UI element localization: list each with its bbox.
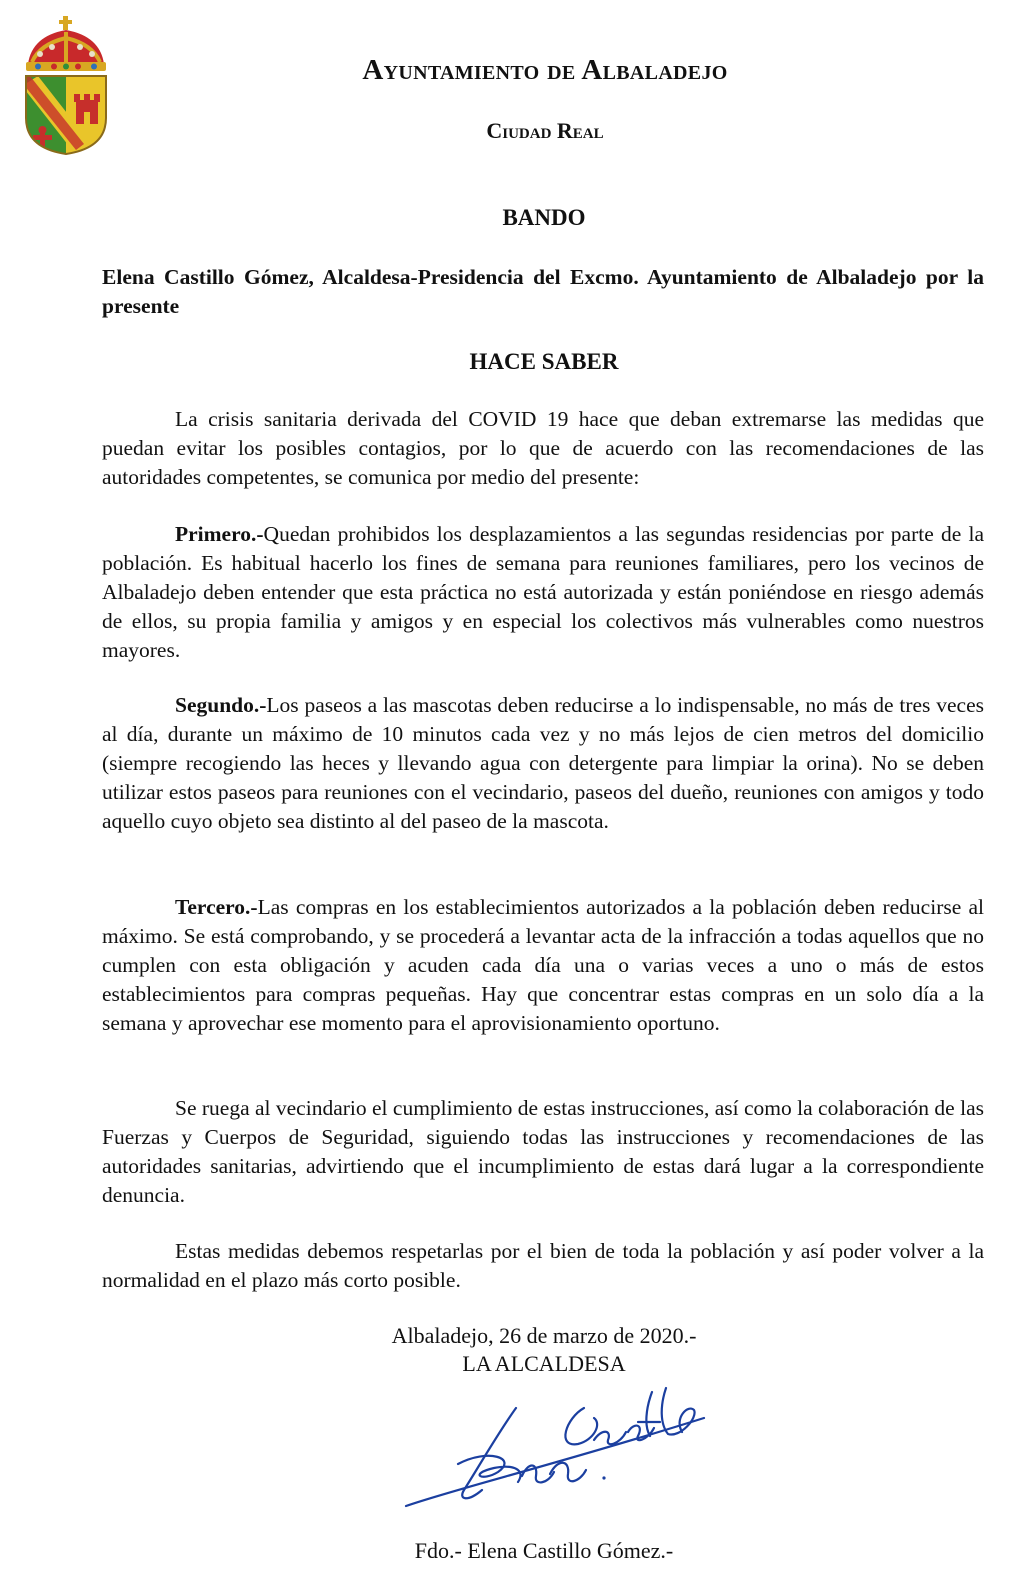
closing-paragraph-1: Se ruega al vecindario el cumplimiento de estas instrucciones, así como la colaboración de las Fuerzas y Cuerpos de Seguridad, siguiendo todas las instrucciones y recomendaciones de las autoridades sanitarias, advirtiendo que el incumplimiento de estas dará lugar a la correspondiente denuncia.	[102, 1096, 984, 1207]
point-third-label: Tercero.-	[175, 895, 258, 919]
place-and-date: Albaladejo, 26 de marzo de 2020.-	[391, 1323, 697, 1348]
point-second	[102, 691, 984, 836]
point-third	[102, 893, 984, 1038]
point-second-label: Segundo.-	[175, 693, 267, 717]
municipality-name: Ayuntamiento de Albaladejo	[362, 54, 728, 86]
issuer-statement: Elena Castillo Gómez, Alcaldesa-Presidencia del Excmo. Ayuntamiento de Albaladejo por la presente	[102, 265, 984, 318]
point-third-text: Las compras en los establecimientos autorizados a la población deben reducirse al máximo. Se está comprobando, y se procederá a levantar acta de la infracción a todas aquellos que no cumplen con esta obligación y acuden cada día una o varias veces a uno o más de estos establecimientos para compras pequeñas. Hay que concentrar estas compras en un solo día a la semana y aprovechar ese momento para el aprovisionamiento oportuno.	[102, 895, 984, 1035]
point-first	[102, 520, 984, 665]
point-second-text: Los paseos a las mascotas deben reducirse a lo indispensable, no más de tres veces al día, durante un máximo de 10 minutos cada vez y no más lejos de cien metros del domicilio (siempre recogiendo las heces y llevando agua con detergente para limpiar la orina). No se deben utilizar estos paseos para reuniones con el vecindario, paseos del dueño, reuniones con amigos y todo aquello cuyo objeto sea distinto al del paseo de la mascota.	[102, 693, 984, 833]
closing-paragraph-2: Estas medidas debemos respetarlas por el bien de toda la población y así poder volver a la normalidad en el plazo más corto posible.	[102, 1239, 984, 1292]
signed-by: Fdo.- Elena Castillo Gómez.-	[414, 1538, 674, 1563]
point-first-text: Quedan prohibidos los desplazamientos a las segundas residencias por parte de la población. Es habitual hacerlo los fines de semana para reuniones familiares, pero los vecinos de Albaladejo deben entender que esta práctica no está autorizada y están poniéndose en riesgo además de ellos, su propia familia y amigos y en especial los colectivos más vulnerables como nuestros mayores.	[102, 522, 984, 662]
announcement-heading: HACE SABER	[469, 349, 619, 374]
point-first-label: Primero.-	[175, 522, 264, 546]
signer-role: LA ALCALDESA	[462, 1351, 626, 1376]
document-title: BANDO	[502, 205, 586, 230]
province-name: Ciudad Real	[486, 118, 604, 143]
coat-of-arms-icon	[18, 14, 114, 156]
intro-paragraph: La crisis sanitaria derivada del COVID 19 hace que deban extremarse las medidas que puedan evitar los posibles contagios, por lo que de acuerdo con las recomendaciones de las autoridades competentes, se comunica por medio del presente:	[102, 407, 984, 489]
handwritten-signature-icon	[398, 1378, 718, 1518]
